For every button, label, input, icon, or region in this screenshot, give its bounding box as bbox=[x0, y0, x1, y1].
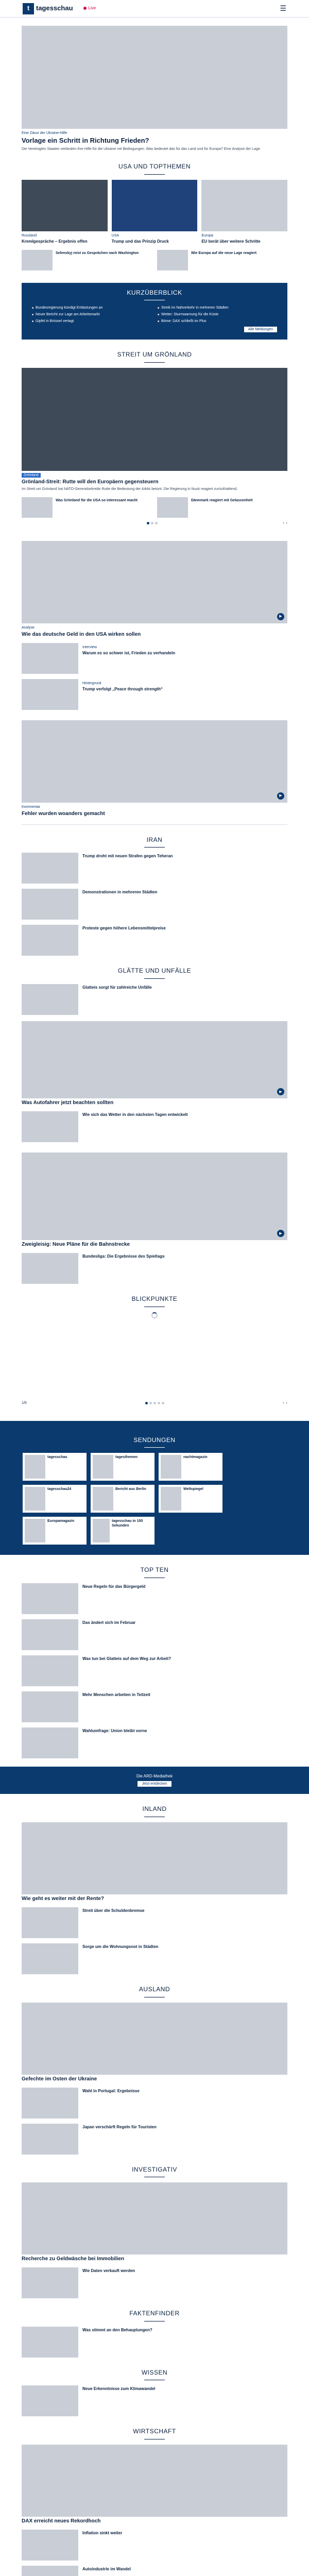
usa-card[interactable] bbox=[112, 180, 198, 244]
list-headline: Bundesliga: Die Ergebnisse des Spieltags bbox=[82, 1254, 165, 1259]
play-icon[interactable]: ▶ bbox=[277, 1230, 284, 1237]
kurz-items bbox=[32, 306, 277, 324]
list-headline: Inflation sinkt weiter bbox=[82, 2530, 123, 2535]
kurz-item[interactable]: ■ Gipfel in Brüssel vertagt bbox=[32, 319, 145, 324]
pager bbox=[22, 521, 287, 526]
sendung-title: Europamagazin bbox=[47, 1519, 75, 1523]
list-headline: Mehr Menschen arbeiten in Teilzeit bbox=[82, 1692, 150, 1697]
sendungen-grid bbox=[23, 1453, 286, 1545]
list-headline: Trump droht mit neuen Strafen gegen Teheran bbox=[82, 854, 173, 859]
lead-kicker: Eine Zäsur der Ukraine-Hilfe bbox=[22, 131, 67, 135]
lead-headline[interactable]: Vorlage ein Schritt in Richtung Frieden? bbox=[22, 137, 149, 145]
list-headline: Demonstrationen in mehreren Städten bbox=[82, 890, 158, 895]
list-item[interactable] bbox=[22, 1943, 287, 1974]
sendung-title: tagesschau bbox=[47, 1455, 67, 1460]
list-headline: Trump verfolgt „Peace through strength“ bbox=[82, 686, 163, 691]
section-wirtschaft: WIRTSCHAFT bbox=[22, 2428, 287, 2439]
section-iran: IRAN bbox=[22, 836, 287, 848]
list-headline: Autoindustrie im Wandel bbox=[82, 2566, 131, 2571]
list-image bbox=[22, 853, 78, 884]
list-item[interactable] bbox=[22, 1619, 287, 1650]
top-bar bbox=[0, 0, 309, 18]
list-item[interactable] bbox=[22, 853, 287, 884]
groenland-teaser: Im Streit um Grönland hat NATO-Generalsekretär Rutte die Bedeutung der Arktis betont. Die Regierung in Nuuk reagiert zurückhaltend. bbox=[22, 487, 238, 492]
small-card-headline: Was Grönland für die USA so interessant macht bbox=[56, 498, 138, 502]
live-badge[interactable] bbox=[83, 6, 96, 11]
list-kicker: Analyse bbox=[22, 625, 35, 630]
sendung-image bbox=[93, 1519, 110, 1543]
list-headline: Neue Regeln für das Bürgergeld bbox=[82, 1584, 146, 1589]
sendungen-section bbox=[0, 1421, 309, 1555]
groenland-small-row bbox=[22, 497, 287, 518]
section-topten: TOP TEN bbox=[22, 1566, 287, 1578]
list-item[interactable] bbox=[22, 1691, 287, 1722]
list-image bbox=[22, 1907, 78, 1938]
usa-card-kicker: Europa bbox=[201, 234, 213, 238]
lead-teaser: Die Vereinigten Staaten verbinden ihre Hilfe für die Ukraine mit Bedingungen. Was bedeutet das für das Land und für Europa? Eine Analyse der Lage. bbox=[22, 147, 261, 151]
list-item[interactable] bbox=[22, 2088, 287, 2119]
sendung-card[interactable] bbox=[91, 1485, 154, 1513]
list-image bbox=[22, 1943, 78, 1974]
live-dot-icon bbox=[83, 7, 87, 10]
small-card-headline: Wie Europa auf die neue Lage reagiert bbox=[191, 251, 257, 255]
logo[interactable] bbox=[23, 3, 73, 14]
list-item[interactable] bbox=[22, 889, 287, 920]
sendung-title: Weltspiegel bbox=[183, 1487, 203, 1492]
list-headline[interactable]: Wie das deutsche Geld in den USA wirken sollen bbox=[22, 631, 141, 637]
list-headline: Japan verschärft Regeln für Touristen bbox=[82, 2124, 157, 2129]
play-icon[interactable]: ▶ bbox=[277, 1088, 284, 1095]
list-headline[interactable]: Was Autofahrer jetzt beachten sollten bbox=[22, 1100, 114, 1106]
usa-cards bbox=[22, 180, 287, 244]
list-headline: Wahl in Portugal: Ergebnisse bbox=[82, 2088, 140, 2093]
sendung-card[interactable] bbox=[159, 1453, 222, 1481]
section-investigativ: INVESTIGATIV bbox=[22, 2166, 287, 2178]
ausland-image[interactable] bbox=[22, 2003, 287, 2075]
small-card[interactable] bbox=[22, 250, 152, 270]
prev-arrow-icon[interactable]: ‹ bbox=[283, 1401, 284, 1405]
usa-card-kicker: Russland bbox=[22, 234, 37, 238]
list-image bbox=[22, 1727, 78, 1758]
kurz-item[interactable]: ■ Wetter: Sturmwarnung für die Küste bbox=[158, 312, 271, 317]
list-item[interactable] bbox=[22, 925, 287, 956]
video-image[interactable] bbox=[22, 541, 287, 623]
list-headline: Sorge um die Wohnungsnot in Städten bbox=[82, 1944, 159, 1950]
list-item[interactable] bbox=[22, 984, 287, 1015]
section-ausland: AUSLAND bbox=[22, 1986, 287, 1997]
next-arrow-icon[interactable]: › bbox=[286, 1401, 287, 1405]
live-label: Live bbox=[88, 6, 96, 11]
list-image bbox=[22, 2566, 78, 2576]
logo-text: tagesschau bbox=[36, 4, 73, 12]
prev-arrow-icon[interactable]: ‹ bbox=[283, 521, 284, 525]
pager bbox=[22, 1401, 287, 1405]
video-image[interactable] bbox=[22, 1153, 287, 1240]
sendung-card[interactable] bbox=[23, 1485, 87, 1513]
list-headline: Wie Daten verkauft werden bbox=[82, 2268, 135, 2274]
sendung-card[interactable] bbox=[23, 1517, 87, 1545]
list-item[interactable] bbox=[22, 1583, 287, 1614]
list-item[interactable] bbox=[22, 2124, 287, 2155]
sendung-title: tagesschau in 100 Sekunden bbox=[112, 1519, 143, 1528]
sendung-image bbox=[25, 1455, 45, 1479]
usa-card-kicker: USA bbox=[111, 234, 119, 238]
section-usa: USA UND TOPTHEMEN bbox=[22, 163, 287, 175]
list-image bbox=[22, 643, 78, 674]
list-kicker: Hintergrund bbox=[82, 681, 101, 685]
list-item[interactable] bbox=[22, 1253, 287, 1284]
list-image bbox=[22, 679, 78, 710]
list-image bbox=[22, 2385, 78, 2416]
page-label: 1/5 bbox=[22, 1401, 27, 1405]
kurzueberblick-box bbox=[22, 283, 287, 340]
list-headline: Neue Erkenntnisse zum Klimawandel bbox=[82, 2386, 156, 2392]
loading-spinner-icon bbox=[151, 1312, 158, 1318]
video-image[interactable] bbox=[22, 1021, 287, 1098]
list-image bbox=[22, 2530, 78, 2561]
lead-image[interactable] bbox=[22, 26, 287, 129]
list-headline: Was stimmt an den Behauptungen? bbox=[82, 2327, 152, 2332]
sendung-image bbox=[93, 1455, 113, 1479]
list-headline: Wahlumfrage: Union bleibt vorne bbox=[82, 1728, 147, 1733]
menu-icon[interactable]: ☰ bbox=[280, 4, 286, 13]
sendung-card[interactable] bbox=[91, 1453, 154, 1481]
list-headline[interactable]: Fehler wurden woanders gemacht bbox=[22, 810, 105, 817]
small-card[interactable] bbox=[157, 250, 287, 270]
small-card[interactable] bbox=[22, 497, 152, 518]
usa-small-row bbox=[22, 250, 287, 270]
list-image bbox=[22, 1111, 78, 1142]
inland-image[interactable] bbox=[22, 1822, 287, 1894]
list-image bbox=[22, 2267, 78, 2298]
groenland-image[interactable] bbox=[22, 368, 287, 471]
ad-text: Die ARD-Mediathek bbox=[136, 1773, 173, 1778]
groenland-headline[interactable]: Grönland-Streit: Rutte will den Europäern gegensteuern bbox=[22, 479, 159, 485]
groenland-tag: Grönland bbox=[22, 473, 41, 478]
list-headline: Proteste gegen höhere Lebensmittelpreise bbox=[82, 926, 166, 931]
sendung-title: nachtmagazin bbox=[183, 1455, 208, 1460]
ad-button[interactable]: Jetzt entdecken bbox=[138, 1781, 171, 1787]
list-headline[interactable]: Wie geht es weiter mit der Rente? bbox=[22, 1896, 104, 1902]
ad-banner[interactable] bbox=[0, 1767, 309, 1794]
usa-card[interactable] bbox=[22, 180, 108, 244]
section-blickpunkte: BLICKPUNKTE bbox=[22, 1295, 287, 1307]
list-headline[interactable]: Zweigleisig: Neue Pläne für die Bahnstrecke bbox=[22, 1242, 130, 1248]
sendungen-title: SENDUNGEN bbox=[23, 1436, 286, 1448]
wirtschaft-image[interactable] bbox=[22, 2445, 287, 2517]
play-icon[interactable]: ▶ bbox=[277, 613, 284, 620]
sendung-image bbox=[25, 1519, 45, 1543]
section-groenland: STREIT UM GRÖNLAND bbox=[22, 351, 287, 363]
usa-card-image bbox=[201, 180, 287, 231]
small-card-image bbox=[22, 250, 53, 270]
small-card[interactable] bbox=[157, 497, 287, 518]
list-item[interactable] bbox=[22, 1727, 287, 1758]
list-item[interactable] bbox=[22, 2385, 287, 2416]
list-item[interactable] bbox=[22, 1907, 287, 1938]
list-item[interactable] bbox=[22, 643, 287, 674]
small-card-image bbox=[22, 497, 53, 518]
usa-card-headline: EU berät über weitere Schritte bbox=[201, 239, 261, 244]
kurz-item[interactable]: ■ Streik im Nahverkehr in mehreren Städten bbox=[158, 306, 271, 310]
list-image bbox=[22, 925, 78, 956]
play-icon[interactable]: ▶ bbox=[277, 792, 284, 800]
list-item[interactable] bbox=[22, 1111, 287, 1142]
sendung-title: Bericht aus Berlin bbox=[115, 1487, 146, 1492]
list-image bbox=[22, 1655, 78, 1686]
list-headline: Streit über die Schuldenbremse bbox=[82, 1908, 145, 1913]
small-card-headline: Dänemark reagiert mit Gelassenheit bbox=[191, 498, 253, 502]
list-headline[interactable]: Gefechte im Osten der Ukraine bbox=[22, 2076, 97, 2082]
investigativ-image[interactable] bbox=[22, 2182, 287, 2255]
section-faktenfinder: FAKTENFINDER bbox=[22, 2310, 287, 2321]
list-headline[interactable]: DAX erreicht neues Rekordhoch bbox=[22, 2518, 101, 2524]
usa-card-image bbox=[22, 180, 108, 231]
list-kicker: Kommentar bbox=[22, 805, 41, 809]
usa-card-image bbox=[112, 180, 198, 231]
small-card-image bbox=[157, 250, 188, 270]
kurz-more-button[interactable]: Alle Meldungen bbox=[244, 327, 277, 332]
sendung-card[interactable] bbox=[91, 1517, 154, 1545]
sendung-image bbox=[25, 1487, 45, 1511]
sendung-card[interactable] bbox=[23, 1453, 87, 1481]
list-item[interactable] bbox=[22, 679, 287, 710]
next-arrow-icon[interactable]: › bbox=[286, 521, 287, 525]
sendung-title: tagesthemen bbox=[115, 1455, 138, 1460]
sendung-image bbox=[93, 1487, 113, 1511]
list-headline: Das ändert sich im Februar bbox=[82, 1620, 136, 1625]
sendung-image bbox=[161, 1487, 181, 1511]
video-image[interactable] bbox=[22, 720, 287, 803]
list-image bbox=[22, 984, 78, 1015]
kurz-item[interactable]: ■ Bundesregierung kündigt Entlastungen an bbox=[32, 306, 145, 310]
list-item[interactable] bbox=[22, 2267, 287, 2298]
section-glaette: GLÄTTE UND UNFÄLLE bbox=[22, 967, 287, 979]
usa-card-headline: Kremlgespräche – Ergebnis offen bbox=[22, 239, 88, 244]
list-headline[interactable]: Recherche zu Geldwäsche bei Immobilien bbox=[22, 2256, 124, 2262]
kurz-title: KURZÜBERBLICK bbox=[32, 289, 277, 301]
list-headline: Was tun bei Glatteis auf dem Weg zur Arbeit? bbox=[82, 1656, 171, 1661]
list-headline: Glatteis sorgt für zahlreiche Unfälle bbox=[82, 985, 152, 990]
list-item[interactable] bbox=[22, 1655, 287, 1686]
logo-icon: t bbox=[23, 3, 34, 14]
list-image bbox=[22, 2088, 78, 2119]
kurz-item[interactable]: ■ Börse: DAX schließt im Plus bbox=[158, 319, 271, 324]
small-card-headline: Selenskyj reist zu Gesprächen nach Washington bbox=[56, 251, 139, 255]
section-inland: INLAND bbox=[22, 1805, 287, 1817]
sendung-title: tagesschau24 bbox=[47, 1487, 72, 1492]
sendung-card[interactable] bbox=[159, 1485, 222, 1513]
list-image bbox=[22, 1691, 78, 1722]
usa-card[interactable] bbox=[201, 180, 287, 244]
section-wissen: WISSEN bbox=[22, 2369, 287, 2381]
list-headline: Wie sich das Wetter in den nächsten Tagen entwickelt bbox=[82, 1112, 188, 1117]
list-kicker: Interview bbox=[82, 645, 97, 649]
list-image bbox=[22, 1619, 78, 1650]
list-item[interactable] bbox=[22, 2530, 287, 2561]
list-item[interactable] bbox=[22, 2327, 287, 2358]
list-image bbox=[22, 1583, 78, 1614]
list-image bbox=[22, 2124, 78, 2155]
kurz-item[interactable]: ■ Neuer Bericht zur Lage am Arbeitsmarkt bbox=[32, 312, 145, 317]
list-item[interactable] bbox=[22, 2566, 287, 2576]
small-card-image bbox=[157, 497, 188, 518]
list-image bbox=[22, 2327, 78, 2358]
usa-card-headline: Trump und das Prinzip Druck bbox=[111, 239, 169, 244]
list-image bbox=[22, 889, 78, 920]
list-headline: Warum es so schwer ist, Frieden zu verhandeln bbox=[82, 650, 176, 655]
sendung-image bbox=[161, 1455, 181, 1479]
list-image bbox=[22, 1253, 78, 1284]
